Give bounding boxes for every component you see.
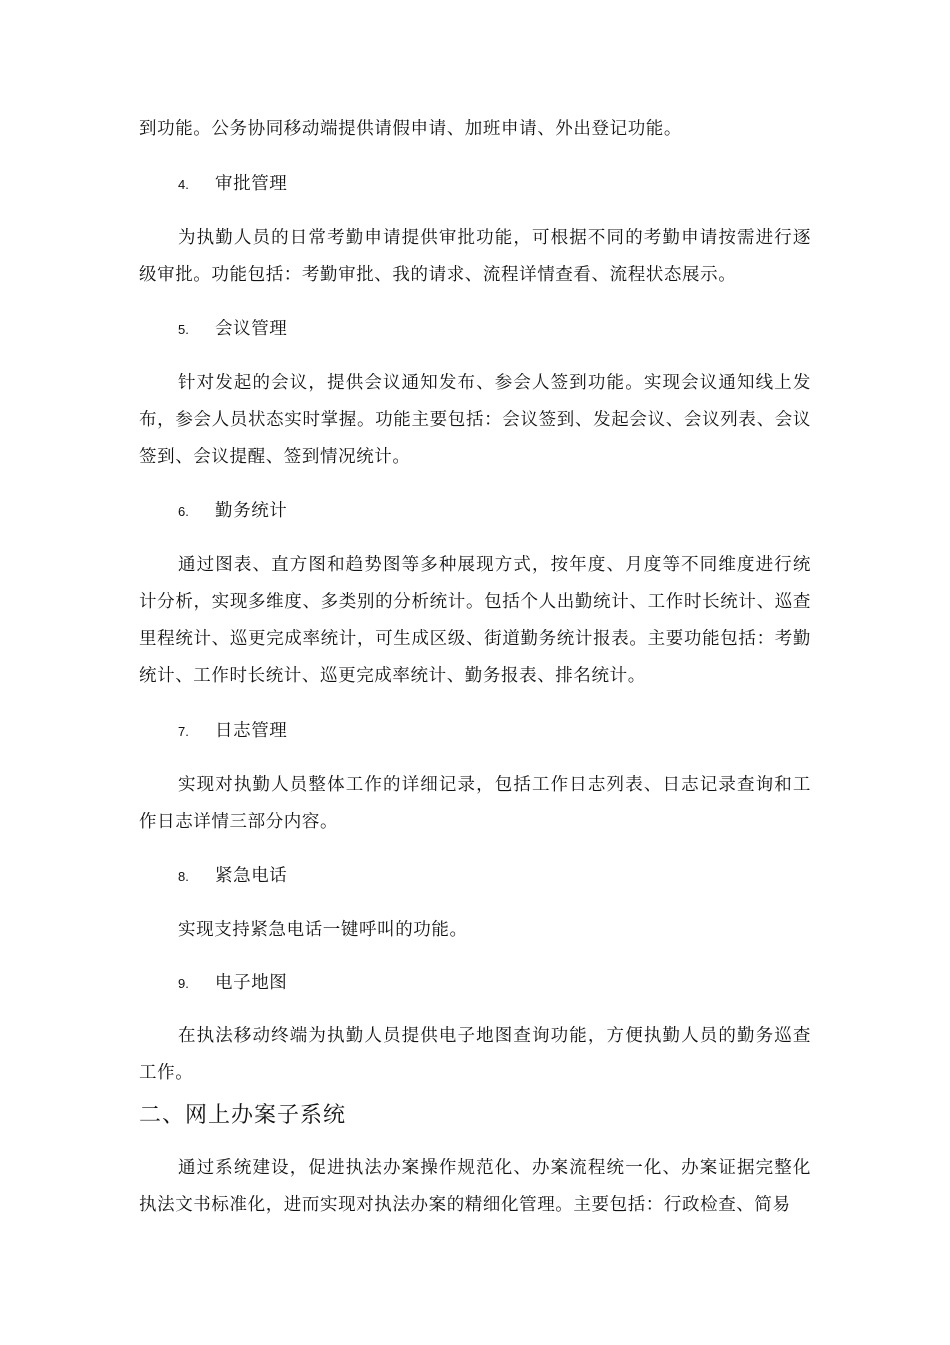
- heading-item-6: [178, 497, 287, 523]
- heading-title: 电子地图: [215, 973, 288, 993]
- heading-item-8: [178, 862, 287, 888]
- paragraph-text: 在执法移动终端为执勤人员提供电子地图查询功能，方便执勤人员的勤务巡查工作。: [139, 1026, 811, 1083]
- heading-title: 日志管理: [215, 721, 288, 741]
- paragraph-text: 为执勤人员的日常考勤申请提供审批功能，可根据不同的考勤申请按需进行逐级审批。功能包括：考勤审批、我的请求、流程详情查看、流程状态展示。: [139, 228, 811, 285]
- heading-number: 5.: [178, 322, 189, 337]
- paragraph-text: 针对发起的会议，提供会议通知发布、参会人签到功能。实现会议通知线上发布，参会人员状态实时掌握。功能主要包括：会议签到、发起会议、会议列表、会议签到、会议提醒、签到情况统计。: [139, 373, 811, 467]
- heading-number: 8.: [178, 869, 189, 884]
- paragraph-text: 实现对执勤人员整体工作的详细记录，包括工作日志列表、日志记录查询和工作日志详情三部分内容。: [139, 775, 811, 832]
- heading-title: 会议管理: [215, 319, 288, 339]
- paragraph-text: 到功能。公务协同移动端提供请假申请、加班申请、外出登记功能。: [139, 119, 682, 139]
- heading-number: 6.: [178, 504, 189, 519]
- paragraph-item-6: [139, 547, 811, 695]
- paragraph-item-9: [139, 1018, 811, 1092]
- heading-title: 紧急电话: [215, 866, 288, 886]
- heading-item-5: [178, 315, 287, 341]
- paragraph-item-7: [139, 767, 811, 841]
- paragraph-section-2: [139, 1150, 811, 1224]
- heading-number: 4.: [178, 177, 189, 192]
- paragraph-text: 通过图表、直方图和趋势图等多种展现方式，按年度、月度等不同维度进行统计分析，实现多维度、多类别的分析统计。包括个人出勤统计、工作时长统计、巡查里程统计、巡更完成率统计，可生成区级、街道勤务统计报表。主要功能包括：考勤统计、工作时长统计、巡更完成率统计、勤务报表、排名统计。: [139, 555, 811, 686]
- paragraph-item-8: [139, 912, 811, 949]
- heading-item-9: [178, 969, 287, 995]
- paragraph-intro: [139, 111, 811, 148]
- heading-item-7: [178, 717, 287, 743]
- paragraph-text: 通过系统建设，促进执法办案操作规范化、办案流程统一化、办案证据完整化执法文书标准化，进而实现对执法办案的精细化管理。主要包括：行政检查、简易: [139, 1158, 811, 1215]
- heading-item-4: [178, 170, 287, 196]
- paragraph-text: 实现支持紧急电话一键呼叫的功能。: [178, 920, 468, 940]
- paragraph-item-4: [139, 220, 811, 294]
- heading-title: 审批管理: [215, 174, 288, 194]
- heading-title: 勤务统计: [215, 501, 288, 521]
- heading-number: 7.: [178, 724, 189, 739]
- section-title: 二、网上办案子系统: [139, 1103, 347, 1128]
- paragraph-item-5: [139, 365, 811, 476]
- heading-number: 9.: [178, 976, 189, 991]
